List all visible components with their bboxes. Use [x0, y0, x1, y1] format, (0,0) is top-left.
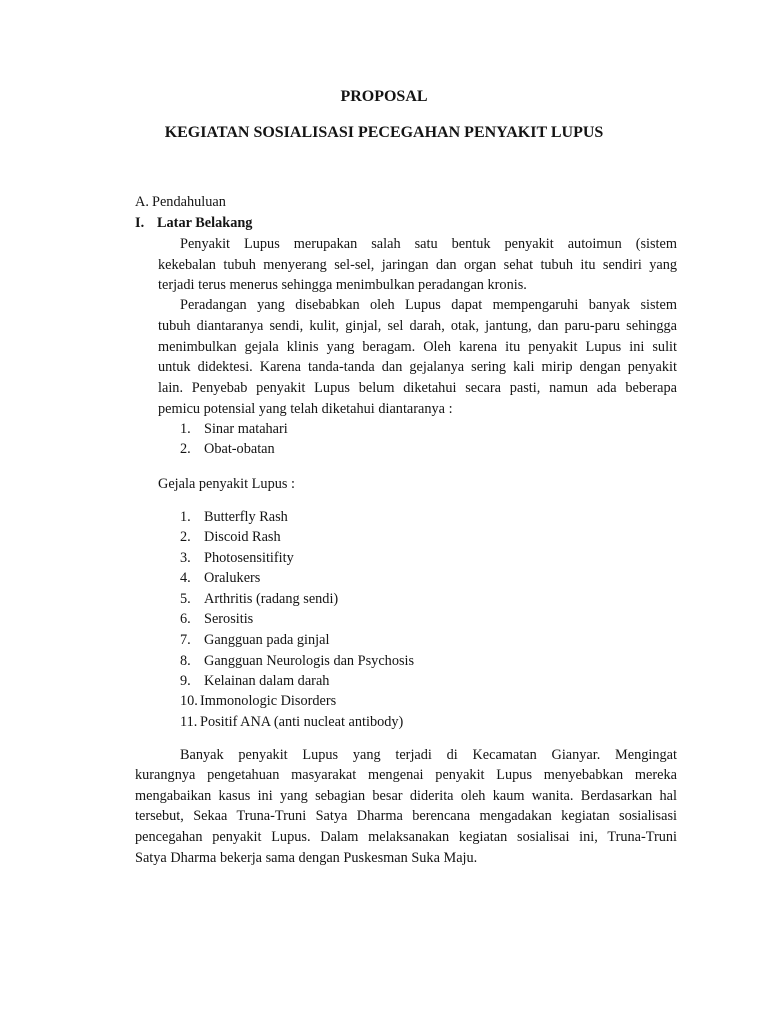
para3-line: kurangnya pengetahuan masyarakat mengenai penyakit Lupus menyebabkan mereka — [135, 767, 677, 783]
para1-line: Penyakit Lupus merupakan salah satu bentuk penyakit autoimun (sistem — [180, 236, 677, 252]
para2-line: pemicu potensial yang telah diketahui diantaranya : — [158, 401, 453, 417]
para3-line: Satya Dharma bekerja sama dengan Puskesman Suka Maju. — [135, 850, 478, 866]
list-item — [180, 693, 336, 710]
list-item-number: 2. — [180, 529, 191, 545]
list-item-number: 7. — [180, 632, 191, 648]
section-i-marker: I. — [135, 215, 145, 231]
list-item-text: Discoid Rash — [204, 529, 281, 545]
list-item-text: Sinar matahari — [204, 421, 288, 437]
document-title: PROPOSAL — [340, 88, 428, 105]
list-item — [180, 570, 260, 587]
list-item — [180, 550, 294, 567]
list-item — [180, 441, 275, 458]
list-item — [180, 509, 288, 526]
para2-line: menimbulkan gejala klinis yang beragam. Oleh karena itu penyakit Lupus ini sulit — [158, 339, 677, 355]
list-item-text: Oralukers — [204, 570, 261, 586]
list-item-text: Immonologic Disorders — [200, 693, 337, 709]
list-item-number: 1. — [180, 421, 191, 437]
list-item — [180, 714, 403, 731]
para2-line: lain. Penyebab penyakit Lupus belum diketahui secara pasti, namun ada beberapa — [158, 380, 677, 396]
para3-line: mengabaikan kasus ini yang sebagian besar diderita oleh kaum wanita. Berdasarkan hal — [135, 788, 677, 804]
list-item-text: Obat-obatan — [204, 441, 275, 457]
list-item-number: 2. — [180, 441, 191, 457]
list-item-text: Kelainan dalam darah — [204, 673, 330, 689]
para2-line: Peradangan yang disebabkan oleh Lupus dapat mempengaruhi banyak sistem — [180, 297, 677, 313]
para1-line: kekebalan tubuh menyerang sel-sel, jaringan dan organ sehat tubuh itu sendiri yang — [158, 257, 677, 273]
list-item-number: 3. — [180, 550, 191, 566]
list-item — [180, 653, 414, 670]
para2-line: tubuh diantaranya sendi, kulit, ginjal, sel darah, otak, jantung, dan paru-paru sehingga — [158, 318, 677, 334]
list-item-text: Positif ANA (anti nucleat antibody) — [200, 714, 404, 730]
list-item — [180, 591, 338, 608]
symptoms-heading: Gejala penyakit Lupus : — [158, 476, 295, 492]
para3-line: tersebut, Sekaa Truna-Truni Satya Dharma berencana mengadakan kegiatan sosialisasi — [135, 808, 677, 824]
section-i-label: Latar Belakang — [157, 215, 253, 231]
para3-line: Banyak penyakit Lupus yang terjadi di Kecamatan Gianyar. Mengingat — [180, 747, 677, 763]
list-item-number: 5. — [180, 591, 191, 607]
list-item — [180, 611, 253, 628]
list-item — [180, 529, 281, 546]
list-item-number: 8. — [180, 653, 191, 669]
list-item — [180, 421, 288, 438]
list-item — [180, 673, 329, 690]
list-item-number: 11. — [180, 714, 198, 730]
list-item-number: 6. — [180, 611, 191, 627]
section-a-marker: A. — [135, 194, 149, 210]
section-i-heading — [135, 215, 252, 232]
para2-line: untuk didektesi. Karena tanda-tanda dan gejalanya sering kali mirip dengan penyakit — [158, 359, 677, 375]
list-item-number: 10. — [180, 693, 198, 709]
para1-line: terjadi terus menerus sehingga menimbulkan peradangan kronis. — [158, 277, 527, 293]
list-item-number: 1. — [180, 509, 191, 525]
list-item-text: Gangguan pada ginjal — [204, 632, 330, 648]
para3-line: pencegahan penyakit Lupus. Dalam melaksanakan kegiatan sosialisai ini, Truna-Truni — [135, 829, 677, 845]
list-item-number: 4. — [180, 570, 191, 586]
list-item-text: Serositis — [204, 611, 254, 627]
list-item — [180, 632, 329, 649]
section-a-label: Pendahuluan — [152, 194, 226, 210]
list-item-text: Arthritis (radang sendi) — [204, 591, 339, 607]
list-item-number: 9. — [180, 673, 191, 689]
section-a-heading — [135, 194, 226, 211]
list-item-text: Gangguan Neurologis dan Psychosis — [204, 653, 415, 669]
list-item-text: Photosensitifity — [204, 550, 294, 566]
list-item-text: Butterfly Rash — [204, 509, 288, 525]
document-subtitle: KEGIATAN SOSIALISASI PECEGAHAN PENYAKIT LUPUS — [164, 124, 604, 141]
